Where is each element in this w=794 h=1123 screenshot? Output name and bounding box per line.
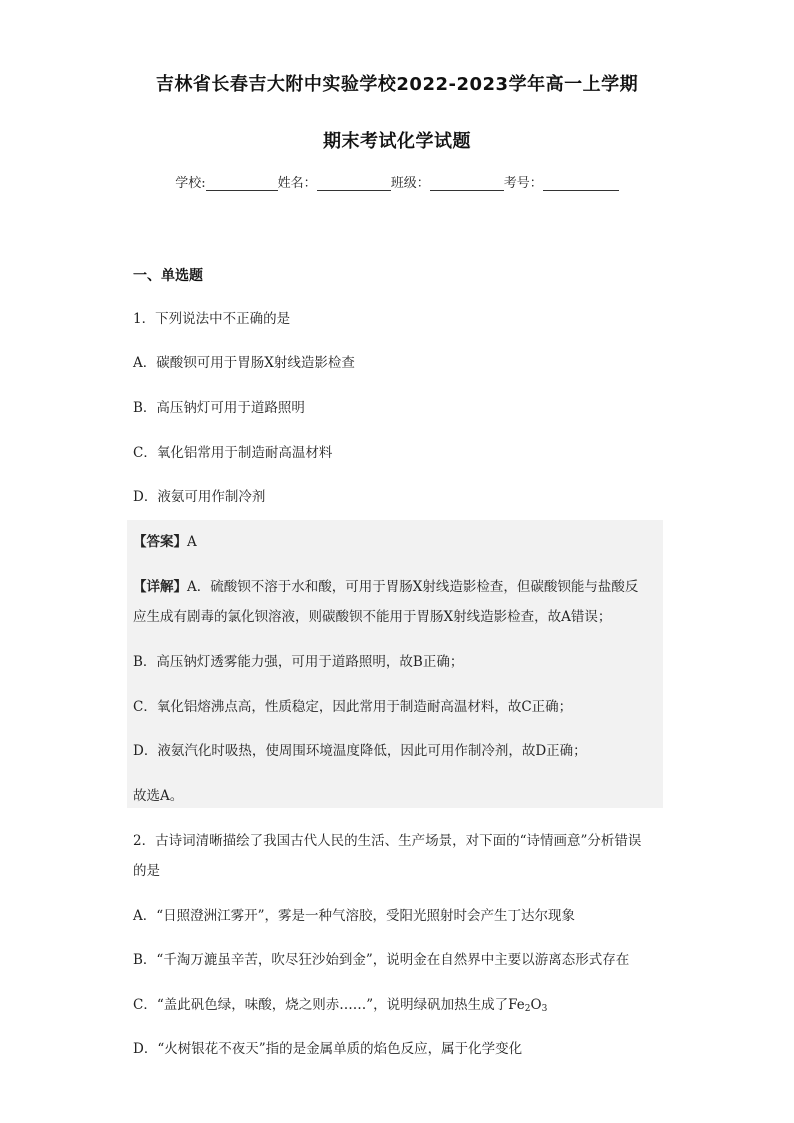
formula-fe: Fe	[508, 997, 525, 1013]
school-blank[interactable]	[206, 176, 278, 191]
school-label: 学校:	[175, 176, 206, 191]
q2-option-b: B．“千淘万漉虽辛苦，吹尽狂沙始到金”，说明金在自然界中主要以游离态形式存在	[133, 952, 630, 968]
exam-title-line2: 期末考试化学试题	[323, 131, 471, 152]
q2-option-d: D．“火树银花不夜天”指的是金属单质的焰色反应，属于化学变化	[133, 1041, 523, 1057]
q1-option-d: D．液氨可用作制冷剂	[133, 489, 266, 505]
q2-stem-line2: 的是	[133, 863, 160, 879]
q2-option-c	[133, 993, 547, 1014]
q2-option-a: A．“日照澄洲江雾开”，雾是一种气溶胶，受阳光照射时会产生丁达尔现象	[133, 908, 576, 924]
name-label: 姓名：	[277, 176, 317, 191]
formula-sub-2: 2	[524, 1004, 531, 1014]
exam-title-line1: 吉林省长春吉大附中实验学校2022-2023学年高一上学期	[155, 74, 639, 95]
formula-o: O	[530, 997, 542, 1013]
q1-detail-d: D．液氨汽化时吸热，使周围环境温度降低，因此可用作制冷剂，故D正确；	[133, 743, 587, 759]
class-blank[interactable]	[430, 176, 504, 191]
q1-option-c: C．氧化铝常用于制造耐高温材料	[133, 445, 333, 461]
section-title: 一、单选题	[133, 268, 203, 284]
q1-option-b: B．高压钠灯可用于道路照明	[133, 400, 305, 416]
exam-number-label: 考号：	[503, 176, 543, 191]
q1-detail-line2: 应生成有剧毒的氯化钡溶液，则碳酸钡不能用于胃肠X射线造影检查，故A错误；	[133, 609, 612, 625]
student-info-row	[0, 172, 794, 191]
q1-detail-c: C．氧化铝熔沸点高，性质稳定，因此常用于制造耐高温材料，故C正确；	[133, 699, 573, 715]
formula-sub-3: 3	[541, 1004, 548, 1014]
q1-conclusion: 故选A。	[133, 788, 184, 804]
q1-option-a: A．碳酸钡可用于胃肠X射线造影检查	[133, 355, 355, 371]
name-blank[interactable]	[317, 176, 391, 191]
q1-detail-b: B．高压钠灯透雾能力强，可用于道路照明，故B正确；	[133, 654, 464, 670]
q1-detail-line1	[133, 575, 638, 595]
detail-text-1: A．硫酸钡不溶于水和酸，可用于胃肠X射线造影检查，但碳酸钡能与盐酸反	[187, 579, 639, 595]
q2-stem-line1: 2．古诗词清晰描绘了我国古代人民的生活、生产场景，对下面的“诗情画意”分析错误	[133, 833, 642, 849]
q1-answer	[133, 530, 197, 550]
exam-number-blank[interactable]	[543, 176, 619, 191]
answer-value: A	[187, 534, 197, 550]
q1-stem: 1．下列说法中不正确的是	[133, 311, 291, 327]
q2-option-c-text: C．“盖此矾色绿，味酸，烧之则赤……”，说明绿矾加热生成了	[133, 997, 509, 1013]
class-label: 班级：	[390, 176, 430, 191]
answer-label: 【答案】	[133, 534, 187, 550]
detail-label: 【详解】	[133, 579, 187, 595]
